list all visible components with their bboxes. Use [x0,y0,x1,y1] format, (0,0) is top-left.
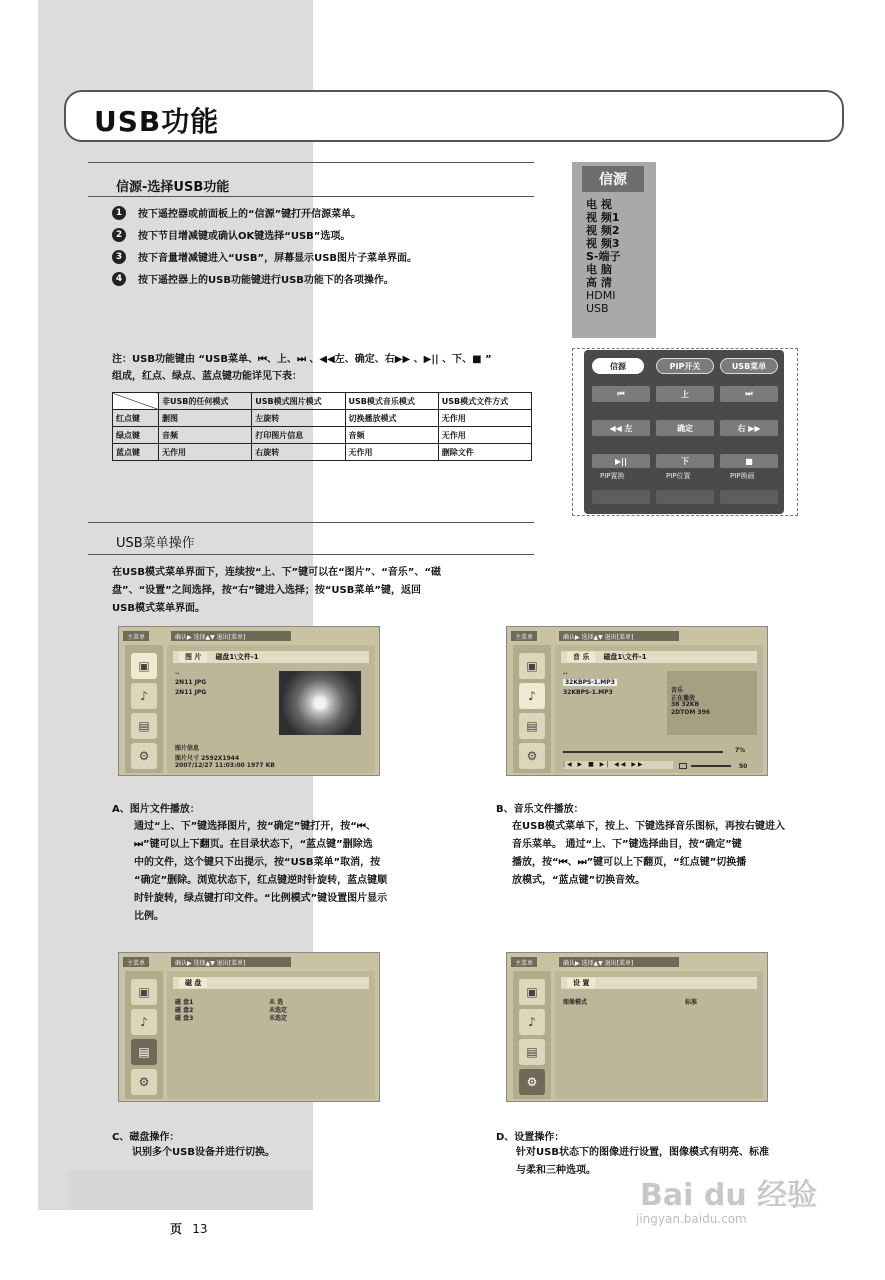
panel-label: 磁 盘 [179,978,207,988]
source-item-pc[interactable]: 电 脑 [586,263,612,276]
section1-top-line [88,162,534,163]
panel-header [173,977,369,989]
page-label: 页 [170,1222,183,1236]
table-cell: 蓝点键 [113,444,159,461]
main-menu-tab[interactable]: 主菜单 [123,631,149,641]
step-bullet: 4 [112,272,126,286]
section1-title: 信源-选择USB功能 [116,180,230,195]
caption-b-line: 播放，按“⏮、⏭”键可以上下翻页，“红点键”切换播 [512,857,747,868]
progress-percent: 7% [735,747,746,754]
step-bullet: 1 [112,206,126,220]
table-row [113,410,532,427]
table-row [113,427,532,444]
caption-d-title: D、设置操作： [496,1132,565,1143]
source-item-av1[interactable]: 视 频1 [586,211,620,224]
panel-label: 音 乐 [567,652,595,662]
section2-title: USB菜单操作 [116,536,195,551]
photo-icon[interactable]: ▣ [131,653,157,679]
volume-slider[interactable] [691,765,731,767]
step-2 [112,227,350,242]
table-header: 非USB的任何模式 [159,393,252,410]
table-cell: 左旋转 [252,410,345,427]
file-item[interactable]: .. [175,669,180,676]
photo-icon[interactable]: ▣ [519,979,545,1005]
prev-button[interactable]: ⏮ [592,386,650,402]
hint-bar: 确认▶ 选择▲▼ 退出[菜单] [559,631,679,641]
step-4 [112,271,394,286]
step-text: 按下遥控器或前面板上的“信源”键打开信源菜单。 [138,209,362,220]
caption-a-line: 通过“上、下”键选择图片，按“确定”键打开，按“⏮、 [134,821,376,832]
source-item-svideo[interactable]: S-端子 [586,250,621,263]
caption-a-line: 比例。 [134,911,164,922]
green-dot-button[interactable] [656,490,714,504]
source-item-tv[interactable]: 电 视 [586,198,612,211]
disk-item[interactable]: 磁 盘2 [175,1007,194,1014]
panel-header [173,651,369,663]
file-item[interactable]: 2N11 JPG [175,689,207,696]
music-icon[interactable]: ♪ [131,683,157,709]
pip-swap-label: PIP置换 [600,472,625,480]
music-info: 正在播放 [671,695,696,702]
panel-label: 设 置 [567,978,595,988]
caption-a-line: ⏭”键可以上下翻页。在目录状态下，“蓝点键”删除选 [134,839,373,850]
menu-sidebar [125,645,163,773]
playback-controls[interactable]: |◀ ▶ ■ ▶| ◀◀ ▶▶ [563,761,673,769]
table-cell: 右旋转 [252,444,345,461]
section2-top-line [88,522,534,523]
music-screen [506,626,768,776]
table-cell: 绿点键 [113,427,159,444]
menu-sidebar [125,971,163,1099]
file-item[interactable]: 2N11 JPG [175,679,207,686]
menu-sidebar [513,971,551,1099]
page-number [170,1220,207,1237]
settings-icon[interactable]: ⚙ [519,743,545,769]
caption-a-title: A、图片文件播放： [112,804,200,815]
panel-path: 磁盘1\文件-1 [603,653,647,661]
source-item-hd[interactable]: 高 清 [586,276,612,289]
panel-header [561,977,757,989]
key-function-table [112,392,532,461]
photo-info-title: 图片信息 [175,745,200,752]
baidu-watermark: Bai du 经验 [640,1178,818,1213]
caption-b-line: 放模式，“蓝点键”切换音效。 [512,875,646,886]
section2-para-2: 盘”、“设置”之间选择，按“右”键进入选择；按“USB菜单”键，返回 [112,585,421,596]
photo-info-size: 图片尺寸 2592X1944 [175,755,240,762]
table-cell: 音频 [159,427,252,444]
photo-icon[interactable]: ▣ [131,979,157,1005]
section1-bottom-line [88,196,534,197]
red-dot-button[interactable] [592,490,650,504]
photo-icon[interactable]: ▣ [519,653,545,679]
panel-path: 磁盘1\文件-1 [215,653,259,661]
step-1 [112,205,361,220]
disk-icon[interactable]: ▤ [519,713,545,739]
panel-label: 图 片 [179,652,207,662]
photo-panel [167,645,375,773]
ok-button[interactable]: 确定 [656,420,714,436]
caption-a-line: 中的文件，这个键只下出提示，按“USB菜单”取消，按 [134,857,381,868]
step-bullet: 3 [112,250,126,264]
main-menu-tab[interactable]: 主菜单 [123,957,149,967]
main-menu-tab[interactable]: 主菜单 [511,631,537,641]
disk-icon[interactable]: ▤ [519,1039,545,1065]
hint-bar: 确认▶ 选择▲▼ 退出[菜单] [171,957,291,967]
section2-bottom-line [88,554,534,555]
music-icon[interactable]: ♪ [519,683,545,709]
source-item-av3[interactable]: 视 频3 [586,237,620,250]
disk-status: 未选定 [269,1015,288,1022]
source-item-av2[interactable]: 视 频2 [586,224,620,237]
music-info: 38 32KB [671,701,700,708]
hint-bar: 确认▶ 选择▲▼ 退出[菜单] [171,631,291,641]
setting-value[interactable]: 标准 [685,999,698,1006]
page-number-value: 13 [192,1222,208,1236]
settings-icon[interactable]: ⚙ [131,743,157,769]
caption-a-line: “确定”删除。浏览状态下，红点键逆时针旋转，蓝点键顺 [134,875,388,886]
setting-item[interactable]: 图像模式 [563,999,588,1006]
menu-sidebar [513,645,551,773]
note-line-1: 注：USB功能键由 “USB菜单、⏮、上、⏭ 、◀◀左、确定、右▶▶ 、▶|| 、下、■ ” [112,354,492,365]
hint-bar: 确认▶ 选择▲▼ 退出[菜单] [559,957,679,967]
photo-info-date: 2007/12/27 11:03:00 1977 KB [175,762,275,769]
up-button[interactable]: 上 [656,386,714,402]
table-cell: 删除文件 [438,444,531,461]
disk-icon[interactable]: ▤ [131,713,157,739]
table-cell: 红点键 [113,410,159,427]
table-row [113,444,532,461]
music-icon[interactable]: ♪ [519,1009,545,1035]
file-item[interactable]: 32KBPS-1.MP3 [565,679,615,686]
music-info: 音乐 [671,687,684,694]
table-header: USB模式文件方式 [438,393,531,410]
settings-icon[interactable]: ⚙ [131,1069,157,1095]
pip-position-label: PIP位置 [666,472,691,480]
table-cell: 切换播放模式 [345,410,438,427]
left-button[interactable]: ◀◀ 左 [592,420,650,436]
photo-preview [279,671,361,735]
music-panel [555,645,763,773]
table-cell: 无作用 [345,444,438,461]
stop-button[interactable]: ■ [720,454,778,468]
main-menu-tab[interactable]: 主菜单 [511,957,537,967]
table-cell: 无作用 [159,444,252,461]
pip-picture-label: PIP换画 [730,472,755,480]
table-cell: 打印图片信息 [252,427,345,444]
table-cell: 无作用 [438,427,531,444]
disk-item[interactable]: 磁 盘1 [175,999,194,1006]
play-pause-button[interactable]: ▶|| [592,454,650,468]
step-bullet: 2 [112,228,126,242]
table-header: USB模式音乐模式 [345,393,438,410]
source-item-hdmi[interactable]: HDMI [586,289,616,302]
source-menu-title: 信源 [582,166,644,192]
file-item[interactable]: 32KBPS-1.MP3 [563,689,613,696]
table-cell: 删图 [159,410,252,427]
progress-bar[interactable] [563,751,723,753]
volume-icon [679,763,687,769]
page-title: USB功能 [94,105,220,138]
photo-screen [118,626,380,776]
music-info: 2DTOM 396 [671,709,710,716]
down-button[interactable]: 下 [656,454,714,468]
file-item[interactable]: .. [563,669,568,676]
step-3 [112,249,417,264]
disk-panel [167,971,375,1099]
caption-b-line: 在USB模式菜单下，按上、下键选择音乐图标，再按右键进入 [512,821,785,832]
table-header-row [113,393,532,410]
right-button[interactable]: 右 ▶▶ [720,420,778,436]
volume-value: 50 [739,763,748,770]
caption-c-title: C、磁盘操作： [112,1132,180,1143]
remote-control [584,350,784,514]
disk-status: 未 选 [269,999,284,1006]
panel-header [561,651,757,663]
settings-panel [555,971,763,1099]
disk-item[interactable]: 磁 盘3 [175,1015,194,1022]
section2-para-3: USB模式菜单界面。 [112,603,205,614]
section2-para-1: 在USB模式菜单界面下，连续按“上、下”键可以在“图片”、“音乐”、“磁 [112,567,441,578]
note-line-2: 组成，红点、绿点、蓝点键功能详见下表： [112,371,302,382]
settings-screen [506,952,768,1102]
music-info-panel [667,671,757,735]
disk-icon[interactable]: ▤ [131,1039,157,1065]
caption-b-title: B、音乐文件播放： [496,804,584,815]
settings-icon[interactable]: ⚙ [519,1069,545,1095]
music-icon[interactable]: ♪ [131,1009,157,1035]
baidu-watermark-url: jingyan.baidu.com [636,1212,747,1226]
source-button[interactable]: 信源 [592,358,644,374]
step-text: 按下节目增减键或确认OK键选择“USB”选项。 [138,231,351,242]
next-button[interactable]: ⏭ [720,386,778,402]
table-header: USB模式图片模式 [252,393,345,410]
usb-menu-button[interactable]: USB菜单 [720,358,778,374]
disk-screen [118,952,380,1102]
table-cell: 无作用 [438,410,531,427]
disk-status: 未选定 [269,1007,288,1014]
footer-band [68,1170,313,1210]
caption-b-line: 音乐菜单。 通过“上、下”键选择曲目，按“确定”键 [512,839,742,850]
table-corner-cell [113,393,159,410]
step-text: 按下音量增减键进入“USB”，屏幕显示USB图片子菜单界面。 [138,253,418,264]
source-item-usb[interactable]: USB [586,302,609,315]
caption-d-line: 针对USB状态下的图像进行设置，图像模式有明亮、标准 [516,1147,769,1158]
pip-toggle-button[interactable]: PIP开关 [656,358,714,374]
caption-a-line: 时针旋转，绿点键打印文件。“比例模式”键设置图片显示 [134,893,388,904]
caption-c-line: 识别多个USB设备并进行切换。 [132,1147,275,1158]
blue-dot-button[interactable] [720,490,778,504]
table-cell: 音频 [345,427,438,444]
caption-d-line: 与柔和三种选项。 [516,1165,596,1176]
step-text: 按下遥控器上的USB功能键进行USB功能下的各项操作。 [138,275,394,286]
